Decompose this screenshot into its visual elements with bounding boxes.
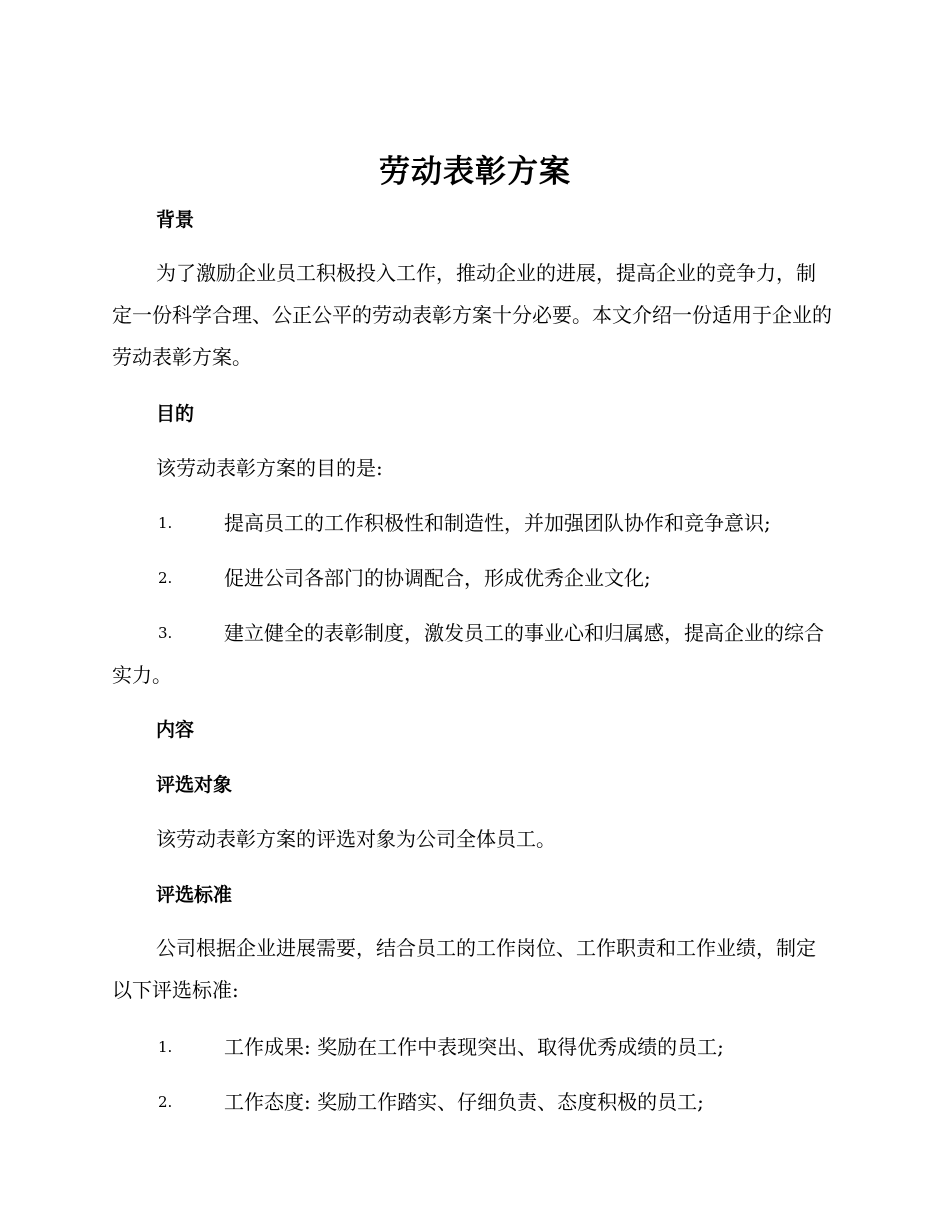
heading-purpose: 目的: [156, 403, 195, 425]
list-text: 工作态度: 奖励工作踏实、仔细负责、态度积极的员工;: [224, 1090, 704, 1114]
list-number: 2.: [158, 569, 173, 587]
list-text: 建立健全的表彰制度，激发员工的事业心和归属感，提高企业的综合实力。: [112, 621, 824, 687]
list-number: 1.: [158, 1038, 173, 1056]
heading-background: 背景: [156, 209, 195, 231]
list-item-purpose-1: [112, 502, 832, 544]
list-item-purpose-3: [112, 612, 832, 696]
document-title: 劳动表彰方案: [379, 154, 571, 190]
heading-selection-target: 评选对象: [156, 774, 233, 796]
list-number: 1.: [158, 514, 173, 532]
paragraph-purpose-intro: 该劳动表彰方案的目的是:: [156, 456, 383, 480]
paragraph-selection-criteria: 公司根据企业进展需要，结合员工的工作岗位、工作职责和工作业绩，制定以下评选标准:: [112, 936, 816, 1002]
list-number: 2.: [158, 1093, 173, 1111]
list-item-criteria-2: [112, 1081, 832, 1123]
list-text: 工作成果: 奖励在工作中表现突出、取得优秀成绩的员工;: [224, 1035, 724, 1059]
list-number: 3.: [158, 624, 173, 642]
heading-selection-criteria: 评选标准: [156, 884, 233, 906]
list-text: 促进公司各部门的协调配合，形成优秀企业文化;: [224, 566, 651, 590]
paragraph-selection-target: 该劳动表彰方案的评选对象为公司全体员工。: [156, 827, 556, 851]
paragraph-background: 为了激励企业员工积极投入工作，推动企业的进展，提高企业的竞争力，制定一份科学合理、公正公平的劳动表彰方案十分必要。本文介绍一份适用于企业的劳动表彰方案。: [112, 261, 832, 369]
list-item-criteria-1: [112, 1026, 832, 1068]
list-item-purpose-2: [112, 557, 832, 599]
list-text: 提高员工的工作积极性和制造性，并加强团队协作和竞争意识;: [224, 511, 771, 535]
heading-content: 内容: [156, 719, 195, 741]
